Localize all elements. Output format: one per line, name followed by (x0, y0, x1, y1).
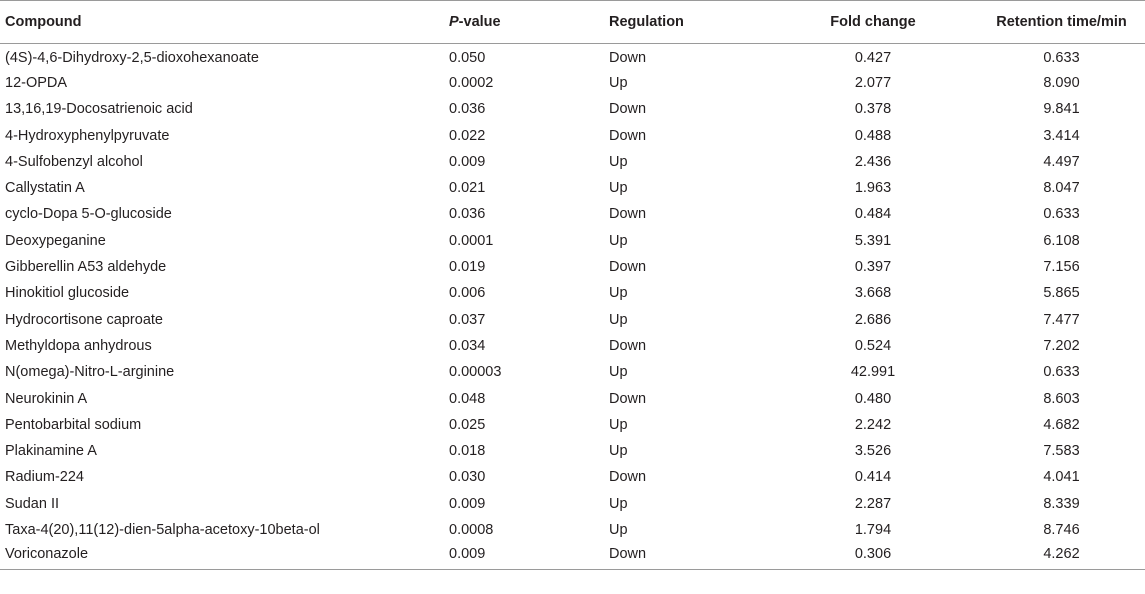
table-row (0, 306, 1145, 332)
cell-compound: 4-Hydroxyphenylpyruvate (5, 127, 170, 144)
cell-p-value: 0.036 (449, 101, 486, 118)
header-p-italic: P (449, 14, 459, 30)
table-row (0, 96, 1145, 122)
cell-fold-change: 0.484 (854, 206, 892, 223)
cell-regulation: Down (609, 101, 647, 118)
cell-fold-change: 0.427 (854, 50, 892, 67)
table-row (0, 122, 1145, 148)
cell-regulation: Up (609, 443, 628, 460)
cell-regulation: Up (609, 153, 628, 170)
cell-regulation: Down (609, 206, 647, 223)
cell-fold-change: 42.991 (850, 364, 896, 381)
table-row (0, 280, 1145, 306)
cell-p-value: 0.0008 (449, 521, 494, 538)
table-row (0, 70, 1145, 96)
cell-fold-change: 0.306 (779, 543, 967, 569)
cell-retention-time: 6.108 (1043, 232, 1080, 249)
cell-compound: Taxa-4(20),11(12)-dien-5alpha-acetoxy-10beta-ol (5, 521, 320, 538)
cell-retention-time: 0.633 (1043, 364, 1080, 381)
cell-retention-time: 3.414 (1043, 127, 1080, 144)
cell-fold-change: 3.668 (854, 285, 892, 302)
cell-p-value: 0.025 (449, 416, 486, 433)
cell-p-value: 0.021 (449, 180, 486, 197)
cell-compound: Pentobarbital sodium (5, 416, 142, 433)
cell-compound: Sudan II (5, 495, 60, 512)
cell-compound: 13,16,19-Docosatrienoic acid (5, 101, 193, 118)
cell-regulation: Up (609, 74, 628, 91)
cell-fold-change: 3.526 (854, 443, 892, 460)
cell-fold-change: 0.480 (854, 390, 892, 407)
header-retention-time: Retention time/min (967, 1, 1145, 44)
cell-p-value: 0.009 (449, 153, 486, 170)
cell-p-value: 0.009 (449, 543, 609, 569)
cell-compound: cyclo-Dopa 5-O-glucoside (5, 206, 172, 223)
table-row (0, 491, 1145, 517)
cell-fold-change: 0.414 (854, 469, 892, 486)
table-row (0, 175, 1145, 201)
table-row (0, 517, 1145, 543)
cell-p-value: 0.006 (449, 285, 486, 302)
cell-p-value: 0.00003 (449, 364, 502, 381)
cell-regulation: Up (609, 416, 628, 433)
cell-fold-change: 2.077 (854, 74, 892, 91)
cell-p-value: 0.018 (449, 443, 486, 460)
cell-compound: Hinokitiol glucoside (5, 285, 130, 302)
cell-regulation: Down (609, 469, 647, 486)
cell-compound: 4-Sulfobenzyl alcohol (5, 153, 143, 170)
table-row (0, 385, 1145, 411)
table-row (0, 44, 1145, 70)
cell-p-value: 0.048 (449, 390, 486, 407)
cell-p-value: 0.0002 (449, 74, 494, 91)
cell-retention-time: 5.865 (1043, 285, 1080, 302)
cell-regulation: Down (609, 337, 647, 354)
cell-retention-time: 0.633 (1043, 50, 1080, 67)
cell-fold-change: 2.686 (854, 311, 892, 328)
header-regulation: Regulation (609, 1, 779, 44)
cell-compound: Deoxypeganine (5, 232, 106, 249)
cell-compound: (4S)-4,6-Dihydroxy-2,5-dioxohexanoate (5, 50, 259, 67)
cell-retention-time: 4.497 (1043, 153, 1080, 170)
table-row (0, 359, 1145, 385)
cell-retention-time: 7.583 (1043, 443, 1080, 460)
cell-p-value: 0.030 (449, 469, 486, 486)
cell-p-value: 0.036 (449, 206, 486, 223)
table-row (0, 228, 1145, 254)
cell-p-value: 0.050 (449, 50, 486, 67)
cell-retention-time: 7.202 (1043, 337, 1080, 354)
cell-compound: Plakinamine A (5, 443, 97, 460)
cell-compound: Radium-224 (5, 469, 84, 486)
cell-retention-time: 8.746 (1043, 521, 1080, 538)
cell-regulation: Down (609, 259, 647, 276)
cell-compound: Callystatin A (5, 180, 85, 197)
cell-fold-change: 0.378 (854, 101, 892, 118)
cell-fold-change: 1.794 (854, 521, 892, 538)
cell-retention-time: 8.603 (1043, 390, 1080, 407)
cell-retention-time: 4.682 (1043, 416, 1080, 433)
cell-compound: Hydrocortisone caproate (5, 311, 163, 328)
cell-fold-change: 2.287 (854, 495, 892, 512)
cell-regulation: Up (609, 521, 628, 538)
cell-regulation: Up (609, 311, 628, 328)
cell-regulation: Up (609, 495, 628, 512)
cell-regulation: Down (609, 127, 647, 144)
cell-regulation: Up (609, 180, 628, 197)
cell-fold-change: 0.524 (854, 337, 892, 354)
cell-retention-time: 8.090 (1043, 74, 1080, 91)
cell-p-value: 0.022 (449, 127, 486, 144)
cell-regulation: Down (609, 543, 779, 569)
table-row (0, 254, 1145, 280)
cell-fold-change: 1.963 (854, 180, 892, 197)
cell-fold-change: 2.242 (854, 416, 892, 433)
cell-fold-change: 0.397 (854, 259, 892, 276)
table-row (0, 543, 1145, 569)
table-row (0, 149, 1145, 175)
cell-compound: 12-OPDA (5, 74, 68, 91)
table-row (0, 333, 1145, 359)
cell-retention-time: 9.841 (1043, 101, 1080, 118)
cell-compound: Gibberellin A53 aldehyde (5, 259, 167, 276)
table-row (0, 464, 1145, 490)
table-header-row (0, 1, 1145, 44)
cell-regulation: Up (609, 285, 628, 302)
cell-fold-change: 5.391 (854, 232, 892, 249)
cell-regulation: Down (609, 390, 647, 407)
cell-p-value: 0.009 (449, 495, 486, 512)
cell-regulation: Down (609, 50, 647, 67)
cell-p-value: 0.0001 (449, 232, 494, 249)
cell-retention-time: 7.477 (1043, 311, 1080, 328)
cell-retention-time: 8.047 (1043, 180, 1080, 197)
cell-fold-change: 0.488 (854, 127, 892, 144)
table-row (0, 438, 1145, 464)
cell-p-value: 0.019 (449, 259, 486, 276)
cell-retention-time: 8.339 (1043, 495, 1080, 512)
cell-retention-time: 4.041 (1043, 469, 1080, 486)
cell-fold-change: 2.436 (854, 153, 892, 170)
cell-retention-time: 7.156 (1043, 259, 1080, 276)
cell-p-value: 0.034 (449, 337, 486, 354)
header-p-value (449, 1, 609, 44)
header-p-suffix: -value (458, 14, 501, 30)
header-compound: Compound (0, 1, 449, 44)
cell-regulation: Up (609, 232, 628, 249)
cell-retention-time: 4.262 (967, 543, 1145, 569)
cell-compound: Voriconazole (0, 543, 449, 569)
cell-p-value: 0.037 (449, 311, 486, 328)
cell-compound: N(omega)-Nitro-L-arginine (5, 364, 175, 381)
table-row (0, 412, 1145, 438)
cell-compound: Neurokinin A (5, 390, 88, 407)
cell-regulation: Up (609, 364, 628, 381)
cell-retention-time: 0.633 (1043, 206, 1080, 223)
table-row (0, 201, 1145, 227)
header-fold-change: Fold change (779, 1, 967, 44)
cell-compound: Methyldopa anhydrous (5, 337, 152, 354)
